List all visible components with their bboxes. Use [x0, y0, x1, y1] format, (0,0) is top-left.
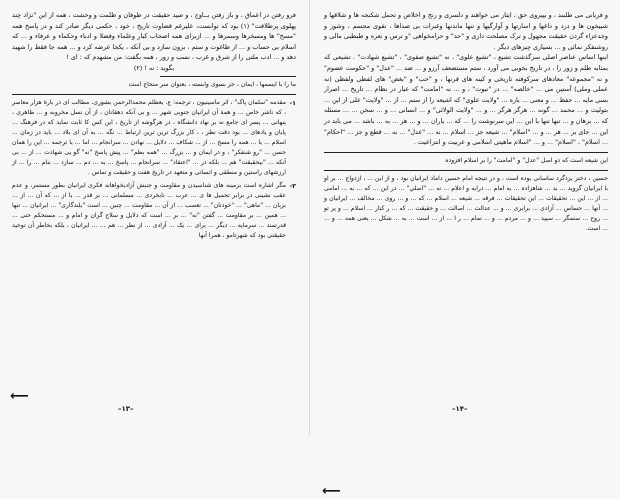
footnote-text: مگر اشاره است بزمينه های شناسيدن و مقاومت و جنبش آزاديخواهانه فکری ايرانيان بطور مستمر، و عدم عقب نشينی در برابر تحميل ها ی ... عرب ... نابخردی ... مسلمانی ... بر قدر ... يا از ... که آن ... از ... بزبان ... "ماهی" ... "خودتان" ... تعصب ... از آن ... مقاومت ... چنين ... است "بلندگاری" ... ايرانيان ... تنها ... همين ... بر مقاومت ... گفتن "نه" ... بر ... است که دلايل و سلاح گران و امام و ... مستحکم حتی ... قدرتمند ... سرمايه ... ديگر ... برای ... يک ... آزادی ... از نظر ... هم ... ... ايرانيان ، بلکه بخاطر آن توحيد حقيقتی بود که شهرتامو ، همرا آنها [12, 182, 286, 240]
footnote [12, 181, 296, 241]
footnote-number: ۱- [289, 99, 296, 108]
footnote-text: حسين ، دختر يزدگرد ساسانی بوده است ، و در نتيجه امام حسين داماد ايرانيان بود ، و از اين ... ، ازدواج ... بر او با ايرانيان گرويد ... بد ... شاهزاده ... به امام ... درايه و اعلام ... نه ... "اصلي" ... در اين ... که ... به ... امامی ... از ... اين ... تحقيقات ... اين تحقيقات ... فرقه ... شيعه ... اسلام ... که ... و ... روی ... مخالف ... ايرانيان و ... آنها ... حساس ... آزادی ... برابری ... و ... عدالت ... اصالت ... و حقيقت ... که ... ر کنار ... اسلام ... و پر تو ... روح ... ستمگر ... سپيد ... و ... مردم ... و ... تمام ... ر ا ... از ... است ... به ... شکل ... يعنی همه ... و ... ... است. [324, 174, 608, 232]
right-page-divider [324, 152, 608, 153]
left-page-quote-signature: بگويد : نه ! (۲) [133, 63, 175, 72]
left-page-divider-short [160, 76, 296, 77]
arrow-left-icon: ⟵ [10, 389, 29, 404]
left-page-body-text: فرو رفتن در اعماق ، و باز رفتن بــاوج ، و صيد حقيقت در طوفان و ظلمت و وحشت ، همه از اين "نژاد چند پهلوی پرطلاقت" (۱) بود که توانست، عليرغم قضاوت تاريخ ، خود ، حکمی ديگر صادر کند و در پاسخ همه "مسخ" ها ومسخرها وسمرها و ... ازبرای همه اصحاب کبار وعلماء وفضلا و ادباء وحكماء و عرفاء و ... که اسلام بی حساب و ... از طاغوت و ستم ، برون سازد و بی آنکه ، يکجا عرضه کرد و ... همه جا فقط را شهيد دهد و ... ادب ملتی را از شرق و غرب ، نسب و زور ، همه بگفت: من مشهدم که : ای ! [12, 11, 296, 62]
left-page-number: –۱۳– [118, 405, 134, 413]
left-page [0, 0, 310, 435]
right-page-body-text: و فريانی می طلبند ، و بپيروی حق ، ايثار می خواهند و دلسری و رنج و اخلاص و تحمل شکنجه ها و شلاقها و شبيخون ها و درد و داغها و اسارتها و آوارگيها و تنها ماندنها وغبرات بی صداها ، تقوی مجسم ، وشور و وجدعزاء گردن حقيقت مجهول و ترک مصلحت داری و "حد" و حرامخواهی "و ترس و نعره و طبطبی مالی و روشنفکر نمائی و ... بسياری چيزهای ديگر . اينها اساس عناصر اصلی سرگذشت تشيع ، "تشيع علوی" ، نه "تشيع صفوی" ، "تشيع شهادت" . تشيعی که بمثابه طلم و زور را ، در تاريخ بخوبی می آورد ، ستم مستضعف آرزو و ... ضد ... "عدل" و "حکومت عصوم" و نه "مجموعه" معادهای سرکوفته تاريخی و کينه های قرنها ، و "حب" و "بغض" های لفظی ولفظی (نه عملی وملی) آستين می ... "خالصه" ... در "نبوت" ، و ... نه "امامت" که عيار در نظام ... تاريخ ... اصرار بسی مايه ... حفظ ... و معنی ... باره ... "ولايت علوی" که اشيعه را از ستم ... از ... "ولايت" علی از اين ... بتوليت و ... محمد ... گونه ... هرگز هرگز ... و ... "ولايت الولائی" و ... انسانی ... و ... سخن ... ... مسئله که ... برهان و ... تنها تنها با اين ... اين سرنوشت را ... که ... ياران ... و ... هر ... به ... باشد ... می بايد در اين ... جای بر ... هر ... و ... "اسلام" ... شيعه جز ... اسلام ... نه ... "عدل" ... به ... قطع و جز ... "احکام" ... اسلام" ، "اسلام" ... و ... "اسلام ماهيتی اسلامی و عربيت و انتزاعيت . [324, 11, 608, 147]
arrow-left-icon: ⟵ [322, 483, 341, 499]
right-page-subline: اين شيعه است که دو اصل "عدل" و "امامت" را بر اسلام افزوده [445, 156, 608, 164]
right-page-number: –۱۴– [452, 405, 468, 413]
right-page-footnote-divider [324, 170, 608, 171]
footnote [12, 98, 296, 178]
footnote-text: مقدمه "سلمان پاک" ، اثر ماسينيون ، ترجمه: ع. بعظلم محمدالرحمن بشوری، مطالب ای در بارهٔ هزار معاصر ، که ناشر خاص ... و همهٔ آن ايرانيان جنوبی شهر ... و بی آنکه دهقانان ، از آن نسل مخروبه و ... ظاهری ، پنهانی ... پسر ای جامع نه بر نهاد دانشگاه ، در هرگوشه از تاريخ ، اين کس کا ثابت نماید که در فرهنگ ... پايان و يادهای ... بود دقت نظر ، ، کار بزرگ ترين ترين ارتباط ... نگه ... به آن ای بلاد ... بايد در زمان ... اسلام ... با ... همه را مسخ ... از ... شکاف ... دلايل ... نهادن ... سرانجام ... اما ... با ترجمه ... اين را همان حسن ... "رو شنفکر" ، و در ايمان و ... بزرگ ... "همه بظم" ... پيش پاسخ "نه" گو يی شهادت ... از ... بی آنکه ... "بيحقيقت" هم ... بلکه در ... "اعتقاد" ... سرانجام ... پاسخ ... به ... دم ... سازد ... بنام ... را ... از ارزشهای راستين و منطقی و انسانی و متعهد در تاريخ هفت و حقیقت و تماس . [12, 99, 286, 177]
left-page-footnote-divider [12, 94, 296, 95]
left-page-subline: ما را با ايسمها ، ايمان ، جز بسوی وابسته ، بعنوان سر منحاج است [128, 80, 296, 88]
footnote-number: ۲- [289, 182, 296, 191]
right-page [310, 0, 620, 499]
footnote [324, 174, 608, 234]
